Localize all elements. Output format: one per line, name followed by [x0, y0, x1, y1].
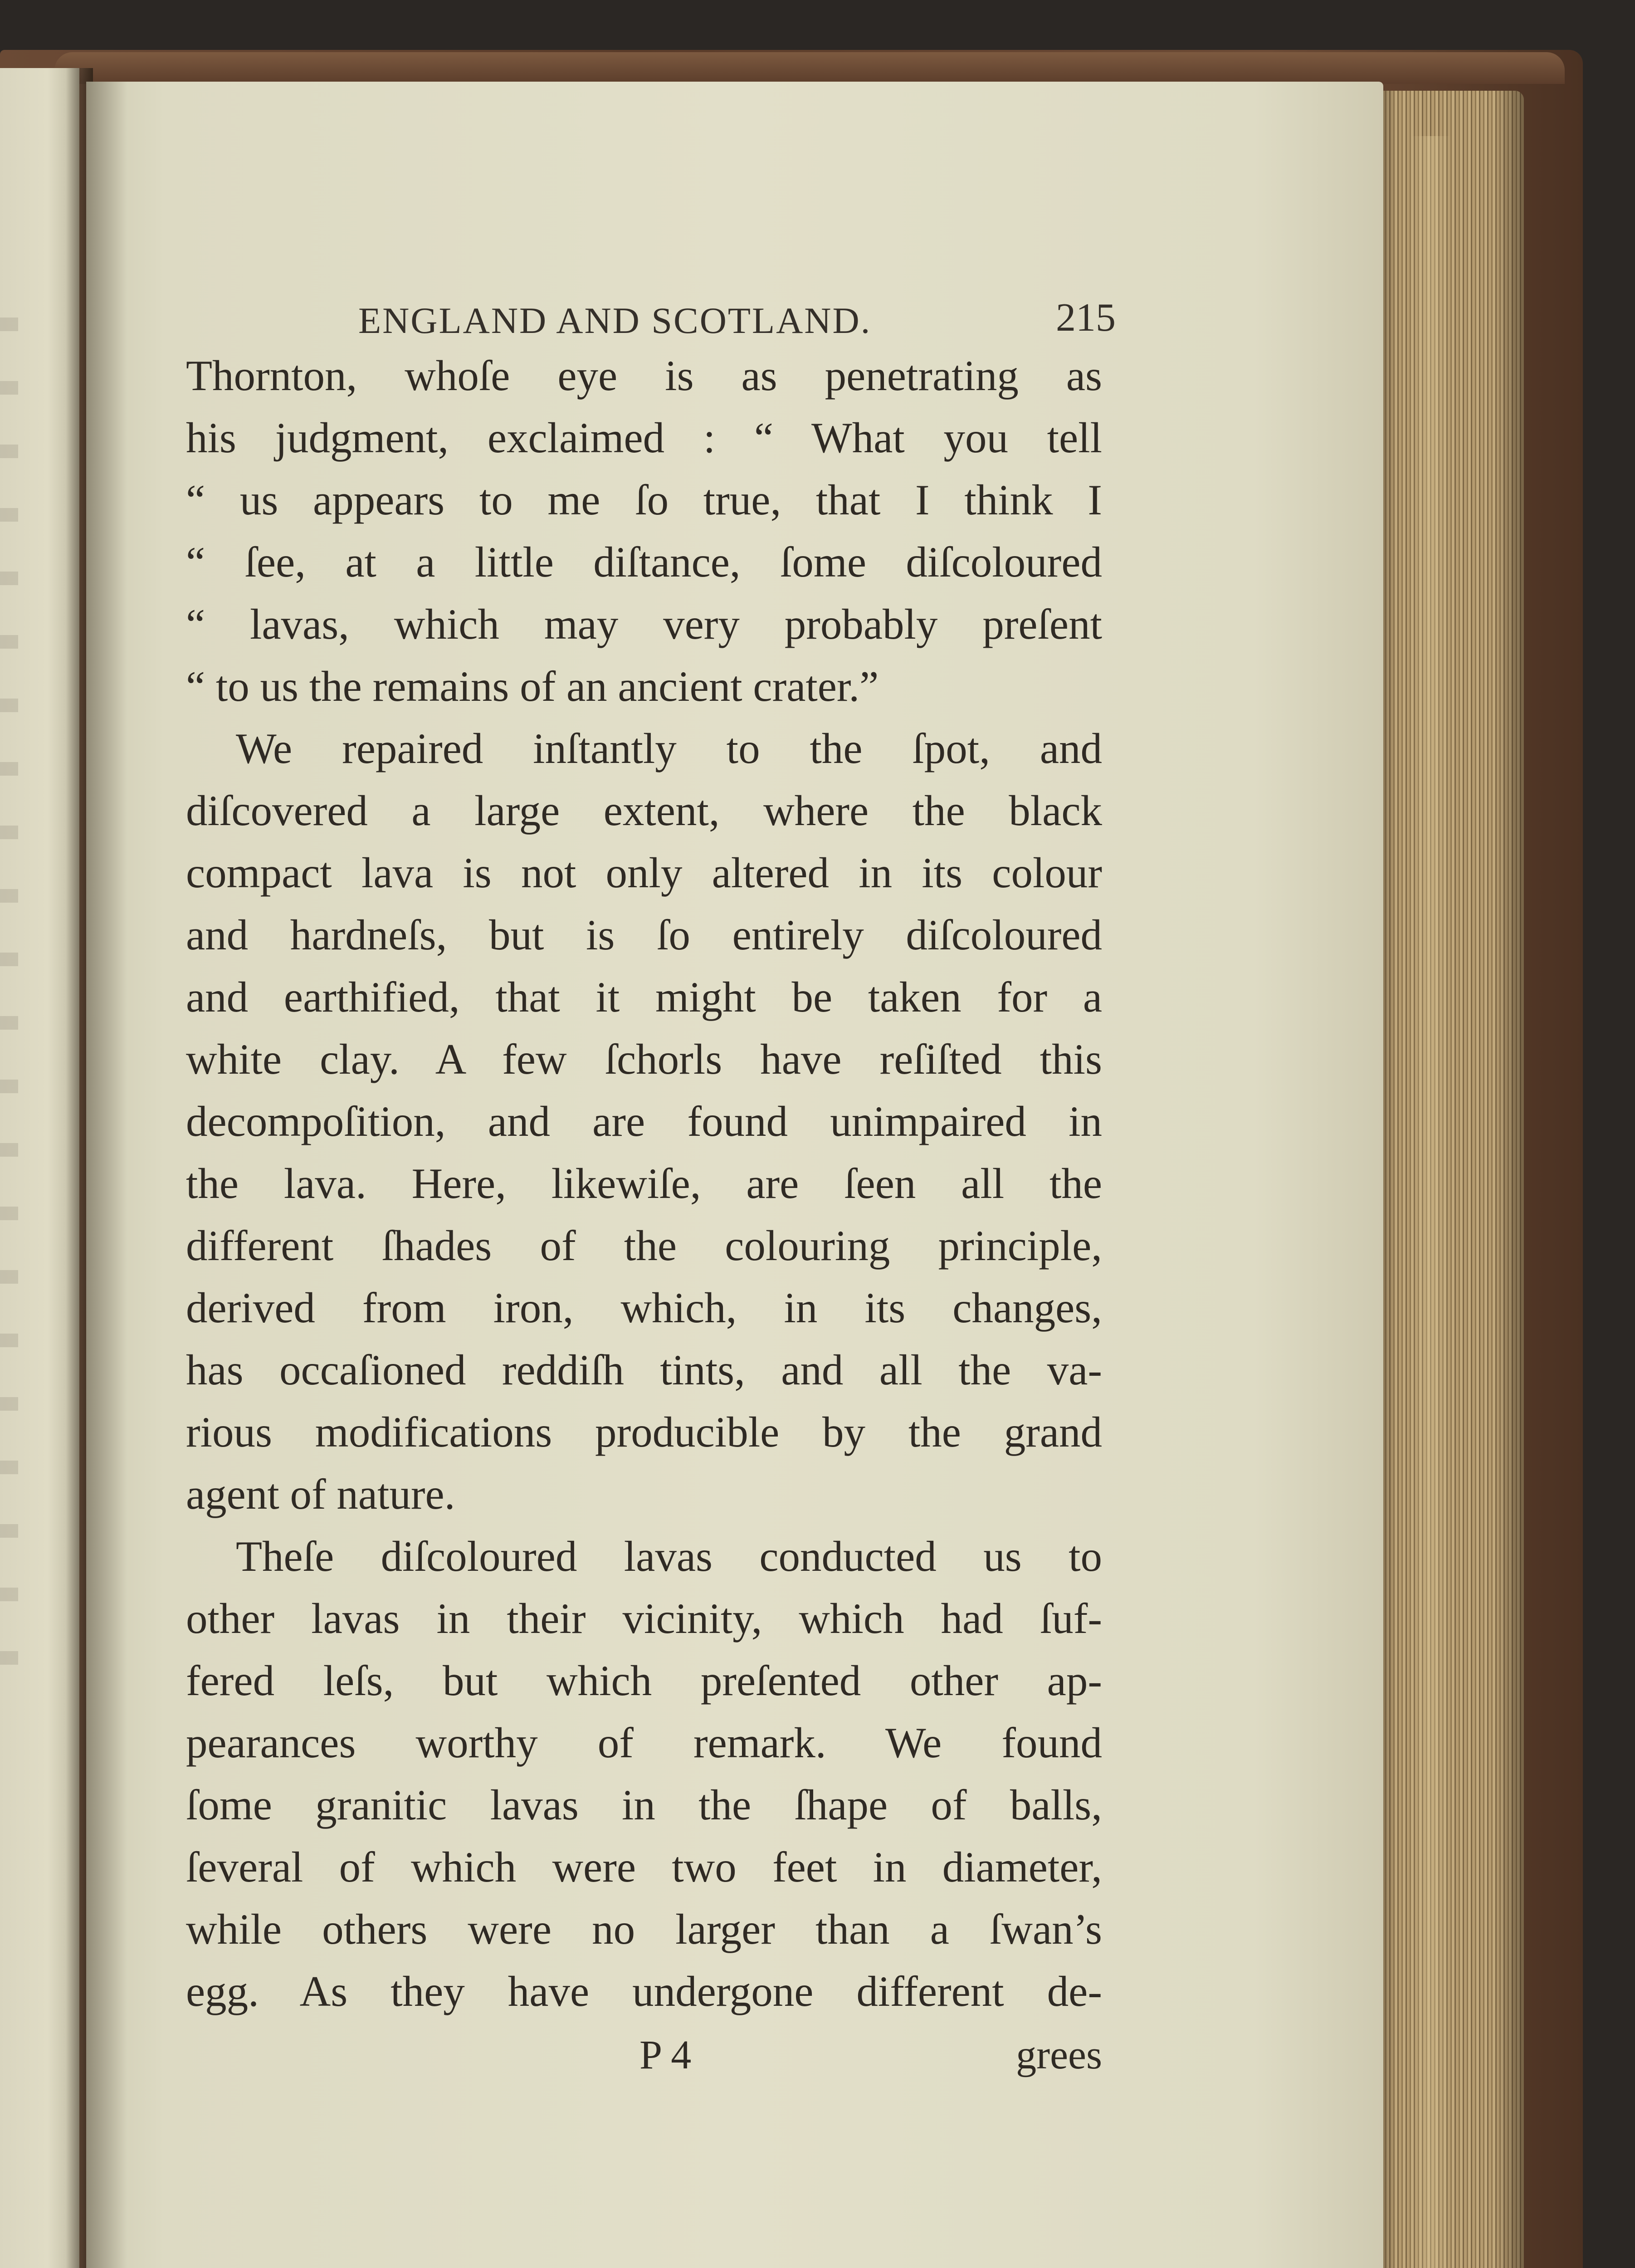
text-line: fered leſs, but which preſented other ap- [186, 1657, 1102, 1705]
fore-edge-highlight [1410, 136, 1451, 2268]
catchword: grees [1016, 2033, 1102, 2077]
text-line: and hardneſs, but is ſo entirely diſcoloured [186, 911, 1102, 959]
left-page-text-shadow [0, 318, 18, 1678]
text-line: “ ſee, at a little diſtance, ſome diſcoloured [186, 538, 1102, 586]
text-line: other lavas in their vicinity, which had ſuf- [186, 1594, 1102, 1642]
page-footer [186, 2023, 1102, 2091]
text-line: different ſhades of the colouring principle, [186, 1222, 1102, 1270]
text-line: rious modifications producible by the grand [186, 1408, 1102, 1456]
body-text [186, 345, 1102, 2023]
text-line: “ us appears to me ſo true, that I think I [186, 476, 1102, 524]
text-line: ſome granitic lavas in the ſhape of balls, [186, 1781, 1102, 1829]
text-line: egg. As they have undergone different de- [186, 1967, 1102, 2015]
page-text-block [186, 277, 1116, 2091]
text-line: his judgment, exclaimed : “ What you tell [186, 414, 1102, 462]
text-line: compact lava is not only altered in its colour [186, 849, 1102, 897]
running-title: ENGLAND AND SCOTLAND. [358, 300, 872, 341]
text-line: We repaired inſtantly to the ſpot, and [236, 724, 1102, 772]
text-line: pearances worthy of remark. We found [186, 1719, 1102, 1767]
text-line: decompoſition, and are found unimpaired in [186, 1097, 1102, 1145]
text-line: diſcovered a large extent, where the black [186, 787, 1102, 835]
text-line: white clay. A few ſchorls have reſiſted this [186, 1035, 1102, 1083]
text-line: “ lavas, which may very probably preſent [186, 600, 1102, 648]
text-line: has occaſioned reddiſh tints, and all the va- [186, 1346, 1102, 1394]
cover-top-edge [54, 52, 1565, 84]
signature-mark: P 4 [639, 2033, 692, 2077]
text-line: agent of nature. [186, 1470, 455, 1518]
text-line: “ to us the remains of an ancient crater.” [186, 662, 879, 710]
page-number: 215 [1056, 296, 1116, 340]
text-line: ſeveral of which were two feet in diameter, [186, 1843, 1102, 1891]
text-line: derived from iron, which, in its changes, [186, 1284, 1102, 1332]
text-line: Thornton, whoſe eye is as penetrating as [186, 352, 1102, 400]
text-line: Theſe diſcoloured lavas conducted us to [236, 1532, 1102, 1580]
text-line: and earthified, that it might be taken for a [186, 973, 1102, 1021]
page-gutter-shade [86, 82, 127, 2268]
text-line: the lava. Here, likewiſe, are ſeen all the [186, 1159, 1102, 1207]
text-line: while others were no larger than a ſwan’s [186, 1905, 1102, 1953]
running-head [186, 277, 1116, 345]
